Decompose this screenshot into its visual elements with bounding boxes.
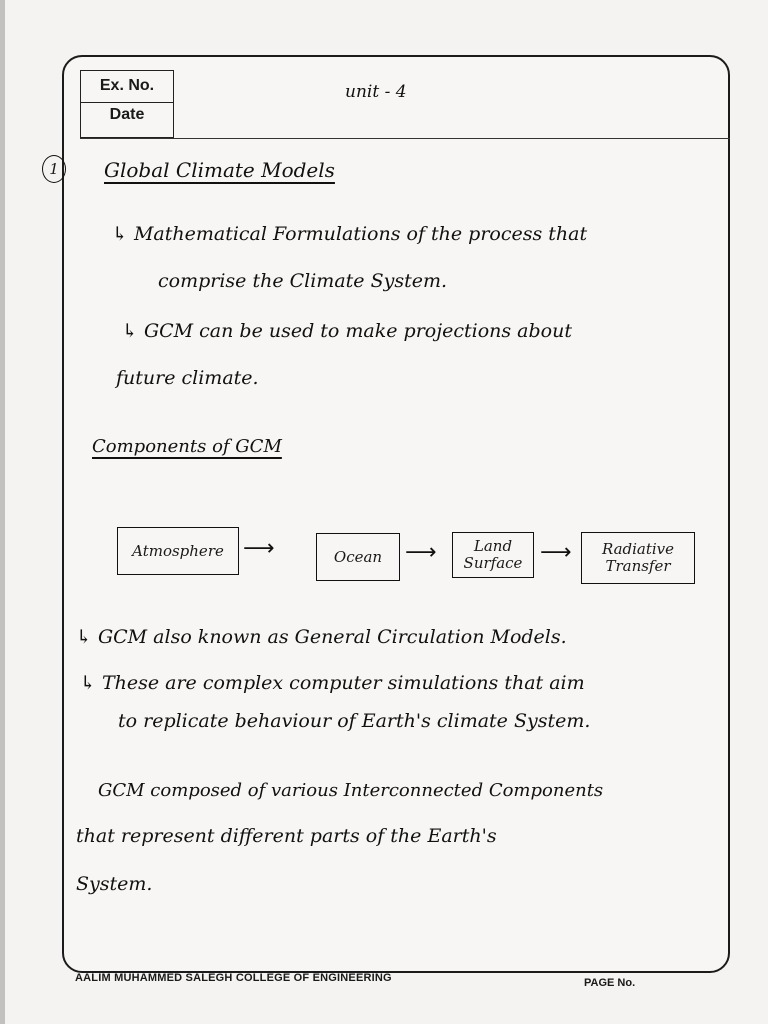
ex-date-table — [80, 70, 174, 138]
point-line-2: comprise the Climate System. — [158, 270, 447, 292]
flow-box-atmosphere: Atmosphere — [117, 527, 239, 575]
ex-date-divider — [81, 102, 173, 103]
point-line-6: ↳ These are complex computer simulations that aim — [80, 672, 585, 694]
flow-box-land-surface: Land Surface — [452, 532, 534, 578]
flow-box-ocean: Ocean — [316, 533, 400, 581]
point-line-4: future climate. — [116, 367, 259, 389]
section-number-marker: 1 — [42, 155, 66, 183]
point-line-8: GCM composed of various Interconnected Components — [98, 780, 604, 801]
section-title: Global Climate Models — [104, 158, 335, 182]
point-line-1: ↳ Mathematical Formulations of the process that — [112, 223, 588, 245]
page-no-label: PAGE No. — [584, 977, 636, 989]
college-name: AALIM MUHAMMED SALEGH COLLEGE OF ENGINEERING — [75, 972, 392, 984]
ex-no-label: Ex. No. — [99, 77, 155, 94]
flow-box-radiative-transfer: Radiative Transfer — [581, 532, 695, 584]
page-edge-shadow — [0, 0, 5, 1024]
point-line-10: System. — [76, 873, 153, 895]
point-line-7: to replicate behaviour of Earth's climate System. — [118, 710, 591, 732]
flow-arrow-3: ⟶ — [540, 540, 572, 565]
point-line-3: ↳ GCM can be used to make projections about — [122, 320, 572, 342]
components-heading: Components of GCM — [92, 436, 282, 457]
date-label: Date — [109, 106, 145, 123]
flow-arrow-2: ⟶ — [405, 540, 437, 565]
header-rule — [80, 138, 730, 139]
flow-arrow-1: ⟶ — [243, 536, 275, 561]
unit-heading: unit - 4 — [345, 82, 407, 102]
point-line-9: that represent different parts of the Earth's — [76, 825, 497, 847]
point-line-5: ↳ GCM also known as General Circulation Models. — [76, 626, 567, 648]
